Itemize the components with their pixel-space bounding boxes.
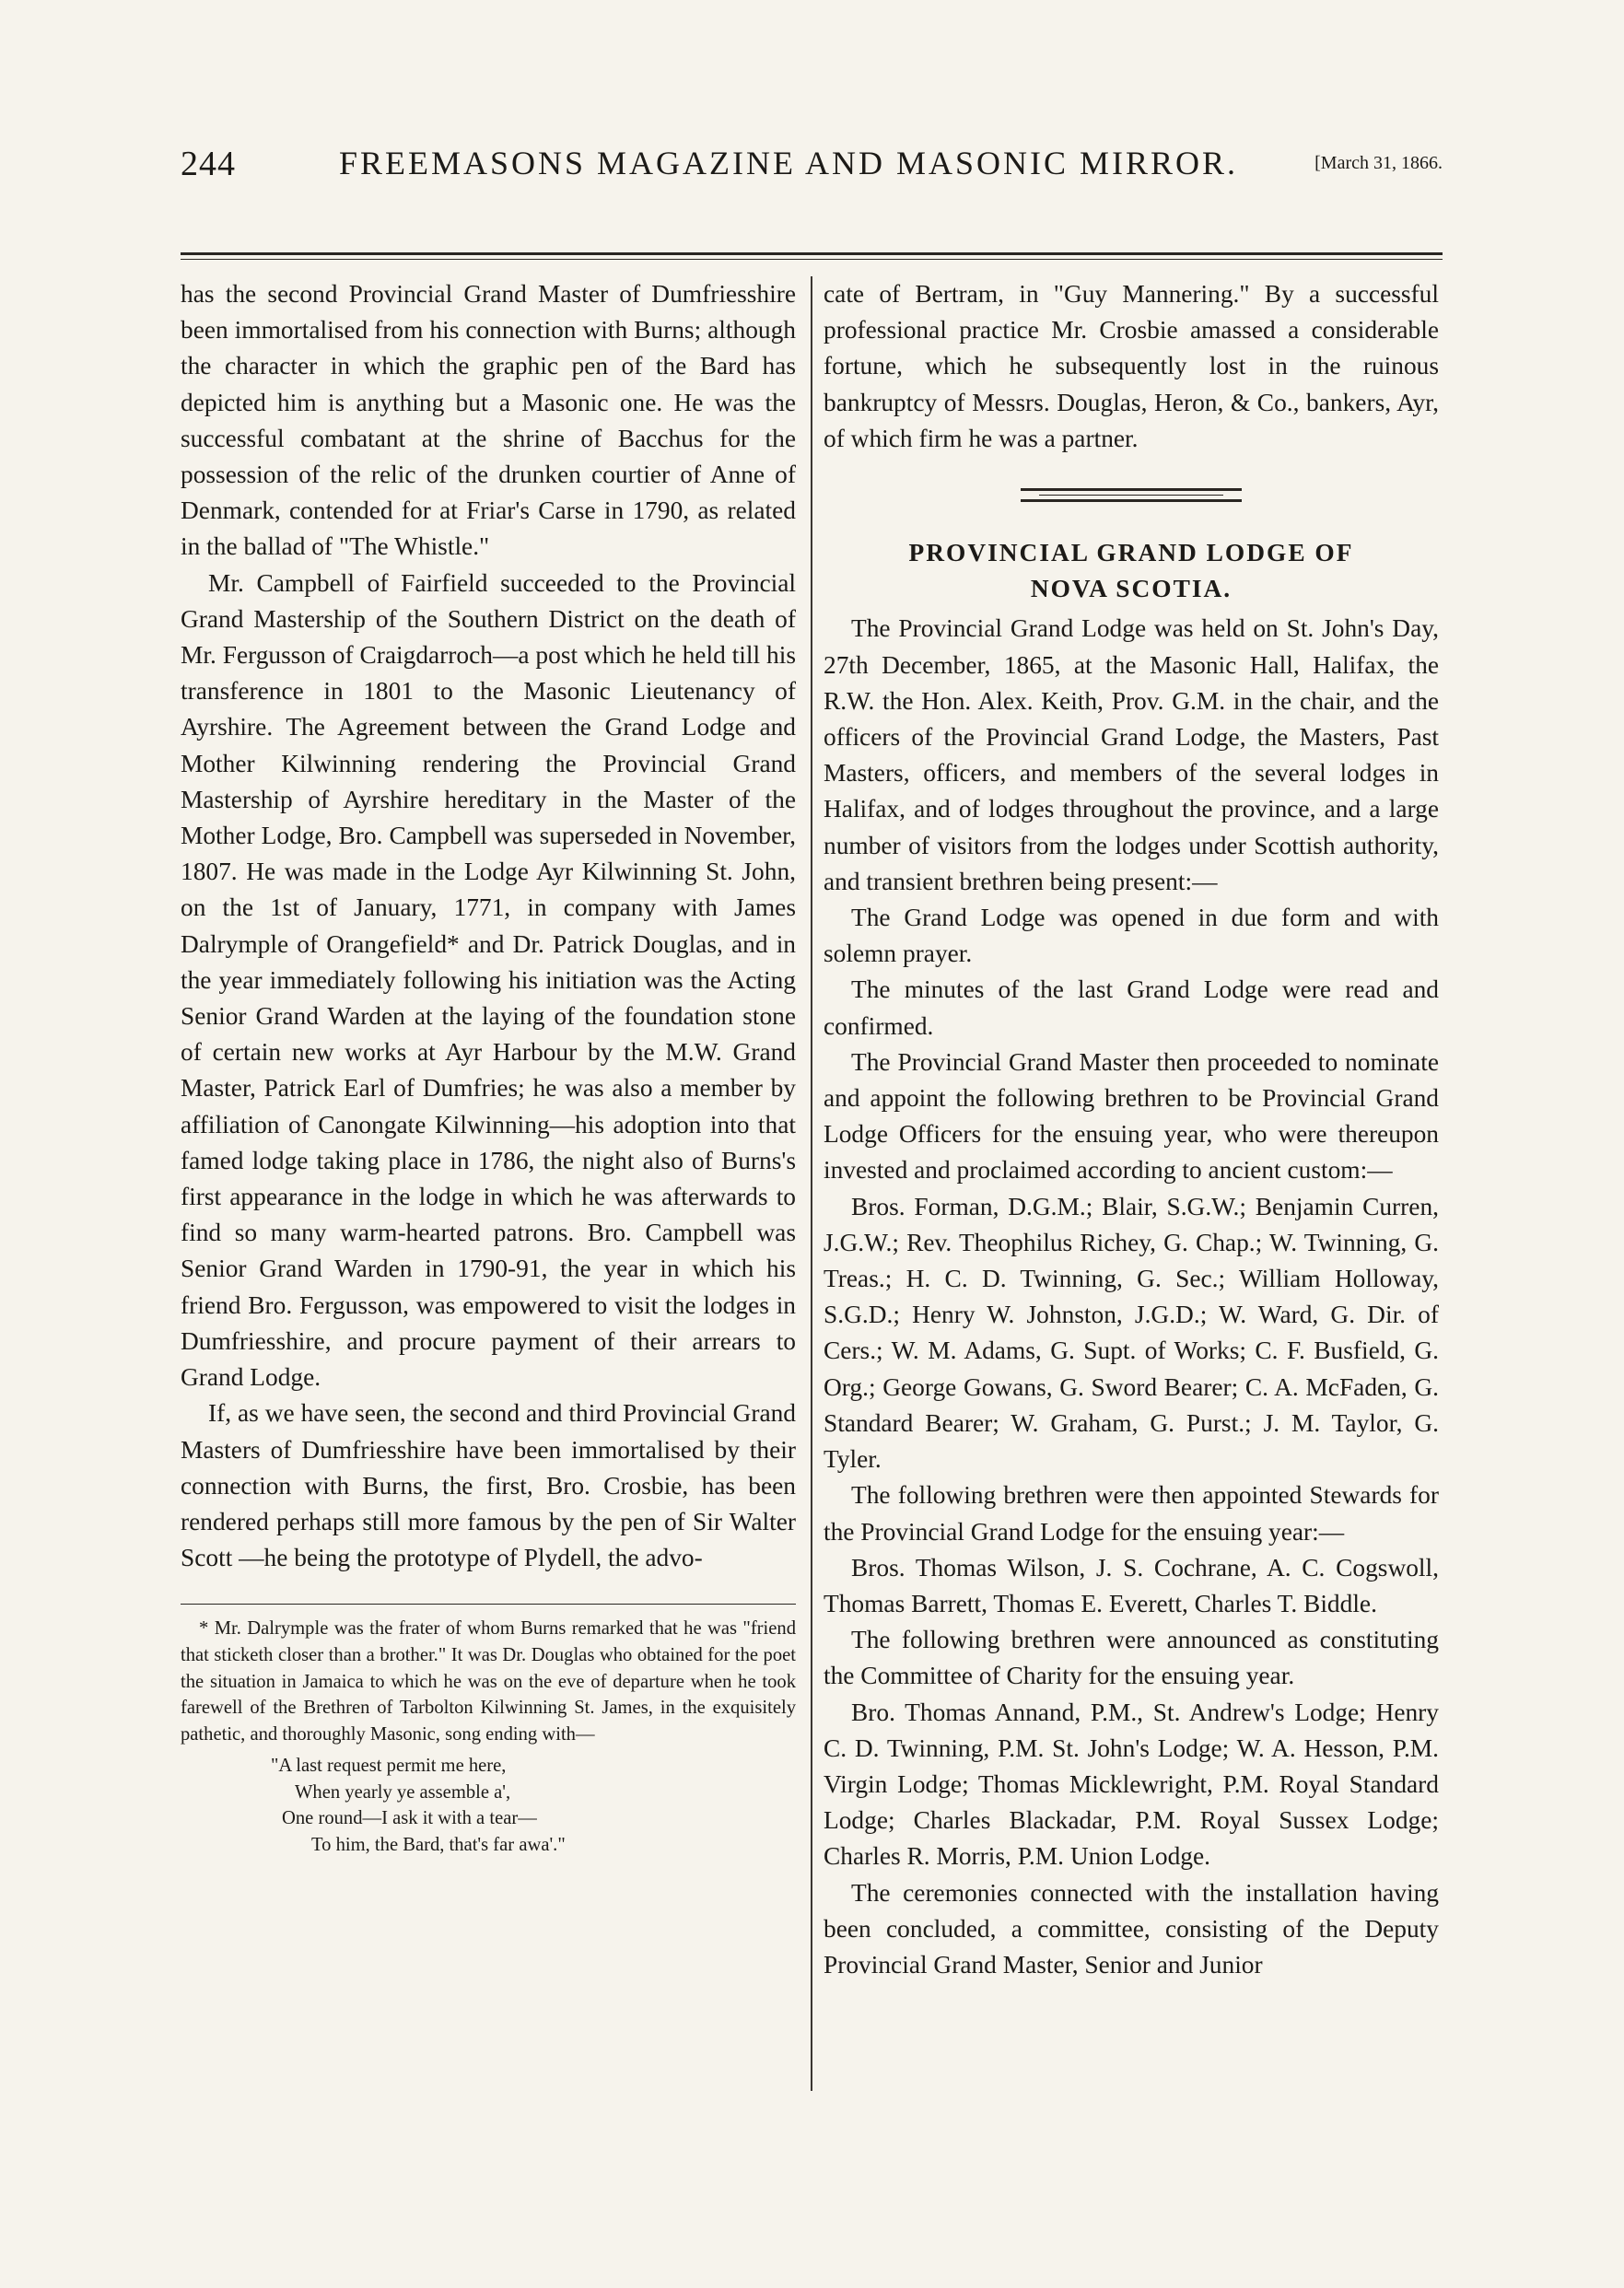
body-paragraph: If, as we have seen, the second and third Provincial Grand Masters of Dumfriesshire have been immortalised by their connection with Burns, the first, Bro. Crosbie, has been rendered perhaps still more famous by the pen of Sir Walter Scott —he being the prototype of Plydell, the advo- [181, 1399, 796, 1572]
body-paragraph: Mr. Campbell of Fairfield succeeded to the Provincial Grand Mastership of the Southern District on the death of Mr. Fergusson of Craigdarroch—a post which he held till his transference in 1801 to the Masonic Lieutenancy of Ayrshire. The Agreement between the Grand Lodge and Mother Kilwinning rendering the Provincial Grand Mastership of Ayrshire hereditary in the Master of the Mother Lodge, Bro. Campbell was superseded in November, 1807. He was made in the Lodge Ayr Kilwinning St. John, on the 1st of January, 1771, in company with James Dalrymple of Orangefield* and Dr. Patrick Douglas, and in the year immediately following his initiation was the Acting Senior Grand Warden at the laying of the foundation stone of certain new works at Ayr Harbour by the M.W. Grand Master, Patrick Earl of Dumfries; he was also a member by affiliation of Canongate Kilwinning—his adoption into that famed lodge taking place in 1786, the night also of Burns's first appearance in the lodge in which he was afterwards to find so many warm-hearted patrons. Bro. Campbell was Senior Grand Warden in 1790-91, the year in which his friend Bro. Fergusson, was empowered to visit the lodges in Dumfriesshire, and procure payment of their arrears to Grand Lodge. [181, 568, 796, 1392]
committee-list: Bro. Thomas Annand, P.M., St. Andrew's Lodge; Henry C. D. Twinning, P.M. St. John's Lodge; W. A. Hesson, P.M. Virgin Lodge; Thomas Micklewright, P.M. Royal Standard Lodge; Charles Blackadar, P.M. Royal Sussex Lodge; Charles R. Morris, P.M. Union Lodge. [824, 1698, 1439, 1871]
section-heading: PROVINCIAL GRAND LODGE OF NOVA SCOTIA. [908, 539, 1354, 603]
section-separator-rule [1021, 488, 1242, 502]
page-number: 244 [181, 145, 236, 183]
body-paragraph: The Grand Lodge was opened in due form and with solemn prayer. [824, 904, 1439, 968]
body-paragraph: The ceremonies connected with the installation having been concluded, a committee, consisting of the Deputy Provincial Grand Master, Senior and Junior [824, 1878, 1439, 1979]
body-paragraph: The minutes of the last Grand Lodge were read and confirmed. [824, 975, 1439, 1040]
body-paragraph: The following brethren were then appointed Stewards for the Provincial Grand Lodge for the ensuing year:— [824, 1481, 1439, 1546]
steward-list: Bros. Thomas Wilson, J. S. Cochrane, A. C. Cogswoll, Thomas Barrett, Thomas E. Everett, Charles T. Biddle. [824, 1553, 1439, 1617]
column-divider [811, 276, 812, 2091]
footnote-text: * Mr. Dalrymple was the frater of whom Burns remarked that he was "friend that sticketh closer than a brother." It was Dr. Douglas who obtained for the poet the situation in Jamaica to which he was on the eve of departure when he took farewell of the Brethren of Tarbolton Kilwinning St. James, in the exquisitely pathetic, and thoroughly Masonic, song ending with— [181, 1618, 796, 1745]
verse-line: One round—I ask it with a tear— [282, 1808, 537, 1829]
header-rule-thick [181, 252, 1443, 255]
verse-line: To him, the Bard, that's far awa'." [311, 1835, 566, 1856]
verse-line: "A last request permit me here, [271, 1756, 507, 1777]
issue-date: [March 31, 1866. [1314, 153, 1443, 173]
body-paragraph: The Provincial Grand Master then proceeded to nominate and appoint the following brethren to be Provincial Grand Lodge Officers for the ensuing year, who were thereupon invested and proclaimed according to ancient custom:— [824, 1047, 1439, 1185]
verse-line: When yearly ye assemble a', [295, 1781, 511, 1803]
header-rule-thin [181, 259, 1443, 260]
footnote-rule [181, 1604, 796, 1605]
footnote-verse [181, 1753, 796, 1858]
footnote [181, 1616, 796, 1858]
running-header [181, 138, 1443, 193]
officer-list: Bros. Forman, D.G.M.; Blair, S.G.W.; Benjamin Curren, J.G.W.; Rev. Theophilus Richey, G. Chap.; W. Twinning, G. Treas.; H. C. D. Twinning, G. Sec.; William Holloway, S.G.D.; Henry W. Johnston, J.G.D.; W. Ward, G. Dir. of Cers.; W. M. Adams, G. Supt. of Works; C. F. Busfield, G. Org.; George Gowans, G. Sword Bearer; C. A. McFaden, G. Standard Bearer; W. Graham, G. Purst.; J. M. Taylor, G. Tyler. [824, 1192, 1439, 1474]
left-column [181, 276, 796, 1859]
magazine-title: FREEMASONS MAGAZINE AND MASONIC MIRROR. [338, 145, 1239, 181]
body-paragraph: cate of Bertram, in "Guy Mannering." By a successful professional practice Mr. Crosbie amassed a considerable fortune, which he subsequently lost in the ruinous bankruptcy of Messrs. Douglas, Heron, & Co., bankers, Ayr, of which firm he was a partner. [824, 280, 1439, 452]
body-paragraph: The Provincial Grand Lodge was held on St. John's Day, 27th December, 1865, at the Masonic Hall, Halifax, the R.W. the Hon. Alex. Keith, Prov. G.M. in the chair, and the officers of the Provincial Grand Lodge, the Masters, Past Masters, officers, and members of the several lodges in Halifax, and of lodges throughout the province, and a large number of visitors from the lodges under Scottish authority, and transient brethren being present:— [824, 614, 1439, 895]
body-paragraph: The following brethren were announced as constituting the Committee of Charity for the ensuing year. [824, 1626, 1439, 1690]
body-paragraph: has the second Provincial Grand Master of Dumfriesshire been immortalised from his connection with Burns; although the character in which the graphic pen of the Bard has depicted him is anything but a Masonic one. He was the successful combatant at the shrine of Bacchus for the possession of the relic of the drunken courtier of Anne of Denmark, contended for at Friar's Carse in 1790, as related in the ballad of "The Whistle." [181, 280, 796, 561]
right-column [824, 276, 1439, 1983]
